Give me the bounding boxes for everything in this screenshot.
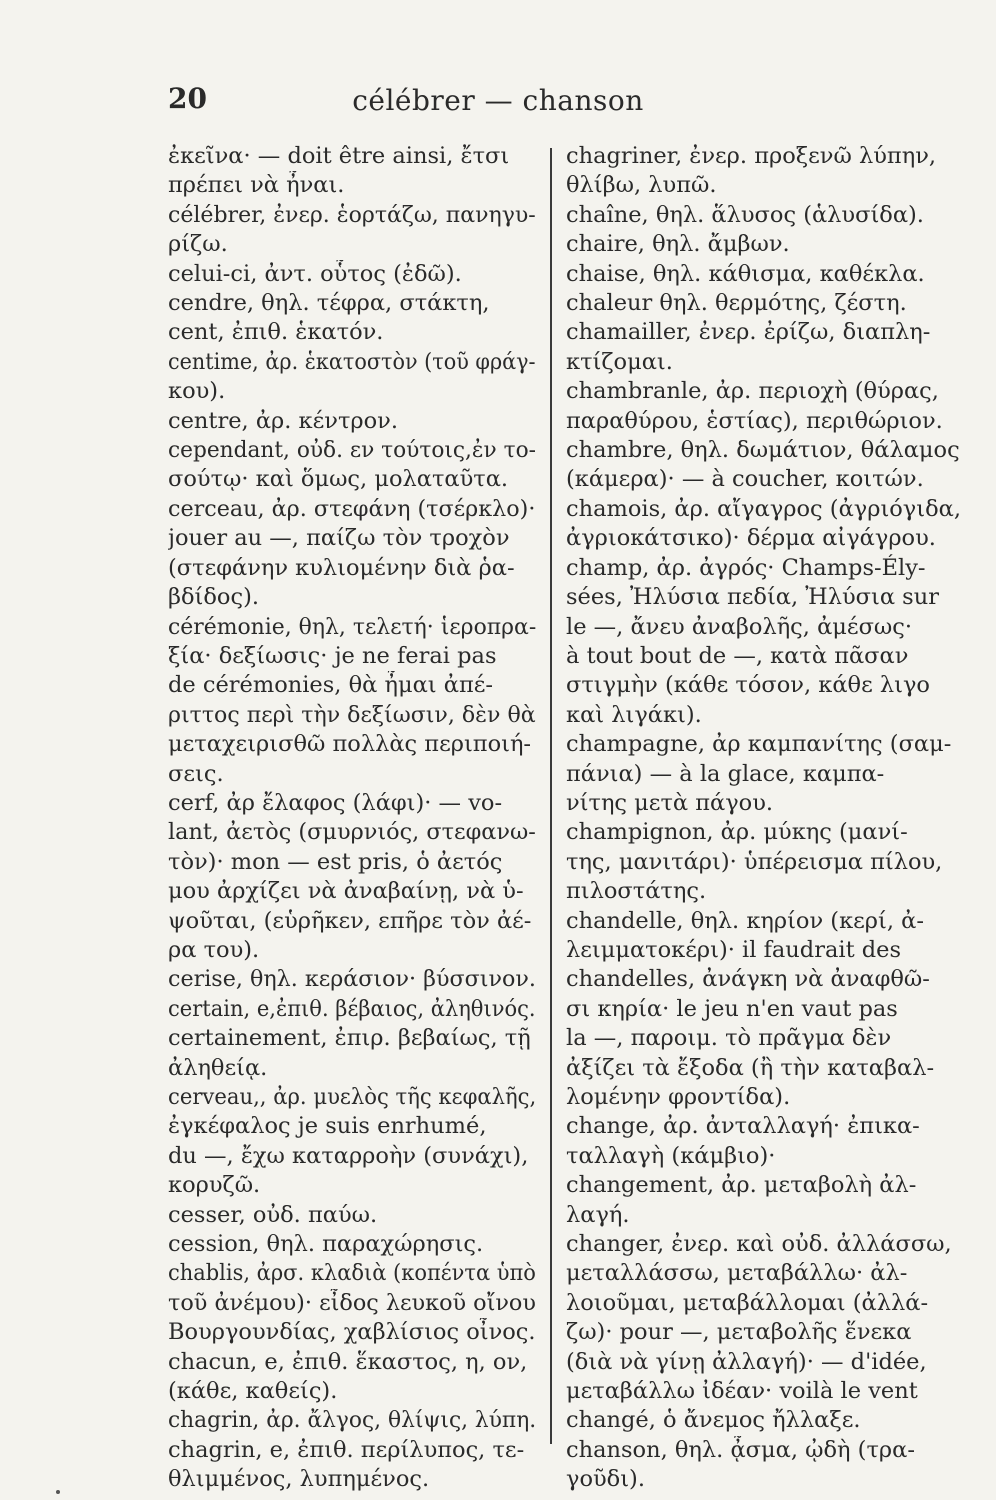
entry-line: λαγή. (566, 1201, 630, 1228)
entry-line: cession, θηλ. παραχώρησις. (168, 1231, 484, 1258)
column-divider (550, 148, 552, 1444)
entry-line: καὶ λιγάκι). (566, 701, 702, 728)
entry-line: chamois, ἀρ. αἴγαγρος (ἀγριόγιδα, (566, 495, 961, 522)
entry-line: la —, παροιμ. τὸ πρᾶγμα δὲν (566, 1025, 892, 1052)
entry-line: chanson, θηλ. ᾆσμα, ᾠδὴ (τρα- (566, 1436, 915, 1463)
entry-line: (κάθε, καθείς). (168, 1378, 338, 1405)
entry-line: μεταχειρισθῶ πολλὰς περιποιή- (168, 731, 532, 758)
entry-line: σι κηρία· le jeu n'en vaut pas (566, 995, 898, 1022)
entry-line: chablis, ἀρσ. κλαδιὰ (κοπέντα ὑπὸ (168, 1260, 536, 1287)
running-head: célébrer — chanson (352, 84, 644, 117)
right-column (566, 142, 964, 1495)
entry-line: λοιοῦμαι, μεταβάλλομαι (ἀλλά- (566, 1289, 929, 1316)
entry-line: ἀγριοκάτσικο)· δέρμα αἰγάγρου. (566, 525, 936, 552)
page-number: 20 (168, 82, 207, 115)
entry-line: βδίδος). (168, 584, 259, 611)
entry-line: chagriner, ἐνερ. προξενῶ λύπην, (566, 143, 937, 169)
entry-line: cendre, θηλ. τέφρα, στάκτη, (168, 290, 490, 317)
entry-line: centime, ἀρ. ἑκατοστὸν (τοῦ φράγ- (168, 348, 536, 375)
entry-line: cérémonie, θηλ, τελετή· ἱεροπρα- (168, 613, 537, 640)
entry-line: lant, ἀετὸς (σμυρνιός, στεφανω- (168, 819, 536, 846)
entry-line: jouer au —, παίζω τὸν τροχὸν (168, 525, 510, 552)
entry-line: ριττος περὶ τὴν δεξίωσιν, δὲν θὰ (168, 701, 536, 728)
entry-line: chagrin, e, ἐπιθ. περίλυπος, τε- (168, 1436, 525, 1463)
entry-line: cesser, οὐδ. παύω. (168, 1201, 378, 1228)
entry-line: chagrin, ἀρ. ἄλγος, θλίψις, λύπη. (168, 1407, 537, 1434)
entry-line: ρίζω. (168, 231, 228, 258)
entry-line: θλιμμένος, λυπημένος. (168, 1466, 430, 1493)
entry-line: μου ἀρχίζει νὰ ἀναβαίνῃ, νὰ ὑ- (168, 878, 524, 905)
entry-line: à tout bout de —, κατὰ πᾶσαν (566, 642, 909, 669)
entry-line: le —, ἄνευ ἀναβολῆς, ἀμέσως· (566, 613, 913, 640)
entry-line: (διὰ νὰ γίνῃ ἀλλαγή)· — d'idée, (566, 1348, 927, 1375)
entry-line: cerf, ἀρ ἔλαφος (λάφι)· — vo- (168, 789, 503, 816)
entry-line: chamailler, ἐνερ. ἐρίζω, διαπλη- (566, 319, 931, 346)
entry-line: du —, ἔχω καταρροὴν (συνάχι), (168, 1142, 529, 1169)
entry-line: ταλλαγὴ (κάμβιο)· (566, 1142, 776, 1169)
entry-line: centre, ἀρ. κέντρον. (168, 407, 398, 434)
entry-line: ἀληθείᾳ. (168, 1054, 268, 1081)
entry-line: certain, e,ἐπιθ. βέβαιος, ἀληθινός. (168, 995, 536, 1022)
entry-line: τοῦ ἀνέμου)· εἶδος λευκοῦ οἴνου (168, 1289, 536, 1316)
entry-line: κορυζῶ. (168, 1172, 261, 1199)
entry-line: νίτης μετὰ πάγου. (566, 789, 774, 816)
entry-line: changement, ἀρ. μεταβολὴ ἀλ- (566, 1172, 917, 1199)
entry-line: chambre, θηλ. δωμάτιον, θάλαμος (566, 437, 960, 464)
left-column (168, 142, 536, 1495)
entry-line: cent, ἐπιθ. ἑκατόν. (168, 319, 384, 346)
entry-line: chaire, θηλ. ἄμβων. (566, 231, 790, 258)
entry-line: γοῦδι). (566, 1466, 645, 1493)
print-speck (56, 1490, 60, 1494)
entry-line: chaleur θηλ. θερμότης, ζέστη. (566, 290, 907, 317)
entry-line: ρα του). (168, 936, 260, 963)
entry-line: chacun, e, ἐπιθ. ἕκαστος, η, ον, (168, 1348, 528, 1375)
entry-line: cependant, οὐδ. εν τούτοις,ἐν το- (168, 437, 536, 464)
entry-line: της, μανιτάρι)· ὑπέρεισμα πίλου, (566, 848, 943, 875)
entry-line: certainement, ἐπιρ. βεβαίως, τῇ (168, 1025, 531, 1052)
entry-line: στιγμὴν (κάθε τόσον, κάθε λιγο (566, 672, 930, 699)
entry-line: cerceau, ἀρ. στεφάνη (τσέρκλο)· (168, 495, 536, 522)
entry-line: (στεφάνην κυλιομένην διὰ ῥα- (168, 554, 515, 581)
entry-line: μεταλλάσσω, μεταβάλλω· ἀλ- (566, 1260, 908, 1287)
entry-line: παραθύρου, ἑστίας), περιθώριον. (566, 407, 943, 434)
entry-line: Βουργουνδίας, χαβλίσιος οἶνος. (168, 1319, 536, 1346)
entry-line: ἐκεῖνα· — doit être ainsi, ἔτσι (168, 143, 510, 169)
entry-line: ἐγκέφαλος je suis enrhumé, (168, 1113, 487, 1140)
entry-line: (κάμερα)· — à coucher, κοιτών. (566, 466, 924, 493)
entry-line: chaîne, θηλ. ἅλυσος (ἁλυσίδα). (566, 201, 924, 228)
entry-line: σεις. (168, 760, 224, 787)
entry-line: champagne, ἀρ καμπανίτης (σαμ- (566, 731, 952, 758)
entry-line: de cérémonies, θὰ ἦμαι ἀπέ- (168, 672, 493, 699)
entry-line: change, ἀρ. ἀνταλλαγή· ἐπικα- (566, 1113, 920, 1140)
entry-line: κτίζομαι. (566, 348, 673, 375)
entry-line: τὸν)· mon — est pris, ὁ ἀετός (168, 848, 503, 875)
entry-line: celui-ci, ἀντ. οὗτος (ἐδῶ). (168, 260, 462, 287)
entry-line: πιλοστάτης. (566, 878, 707, 905)
entry-line: champ, ἀρ. ἀγρός· Champs-Ély- (566, 554, 926, 581)
entry-line: θλίβω, λυπῶ. (566, 172, 717, 199)
entry-line: πάνια) — à la glace, καμπα- (566, 760, 885, 787)
entry-line: cerveau,, ἀρ. μυελὸς τῆς κεφαλῆς, (168, 1084, 537, 1110)
entry-line: célébrer, ἐνερ. ἑορτάζω, πανηγυ- (168, 201, 536, 228)
entry-line: chaise, θηλ. κάθισμα, καθέκλα. (566, 260, 925, 287)
entry-line: λειμματοκέρι)· il faudrait des (566, 936, 902, 963)
entry-line: sées, Ἠλύσια πεδία, Ἠλύσια sur (566, 584, 939, 611)
entry-line: changé, ὁ ἄνεμος ἤλλαξε. (566, 1407, 861, 1434)
entry-line: μεταβάλλω ἰδέαν· voilà le vent (566, 1378, 918, 1405)
entry-line: chandelle, θηλ. κηρίον (κερί, ἀ- (566, 907, 924, 934)
entry-line: πρέπει νὰ ἦναι. (168, 172, 345, 199)
entry-line: ψοῦται, (εὑρῆκεν, επῆρε τὸν ἀέ- (168, 907, 532, 934)
entry-line: ξία· δεξίωσις· je ne ferai pas (168, 642, 497, 669)
entry-line: ζω)· pour —, μεταβολῆς ἕνεκα (566, 1319, 912, 1346)
entry-line: λομένην φροντίδα). (566, 1084, 791, 1110)
entry-line: ἀξίζει τὰ ἔξοδα (ἢ τὴν καταβαλ- (566, 1054, 935, 1081)
entry-line: chandelles, ἀνάγκη νὰ ἀναφθῶ- (566, 966, 930, 993)
entry-line: σούτῳ· καὶ ὅμως, μολαταῦτα. (168, 466, 509, 493)
entry-line: champignon, ἀρ. μύκης (μανί- (566, 819, 908, 846)
entry-line: κου). (168, 378, 226, 405)
entry-line: changer, ἐνερ. καὶ οὐδ. ἀλλάσσω, (566, 1231, 952, 1258)
entry-line: cerise, θηλ. κεράσιον· βύσσινον. (168, 966, 536, 993)
entry-line: chambranle, ἀρ. περιοχὴ (θύρας, (566, 378, 939, 405)
